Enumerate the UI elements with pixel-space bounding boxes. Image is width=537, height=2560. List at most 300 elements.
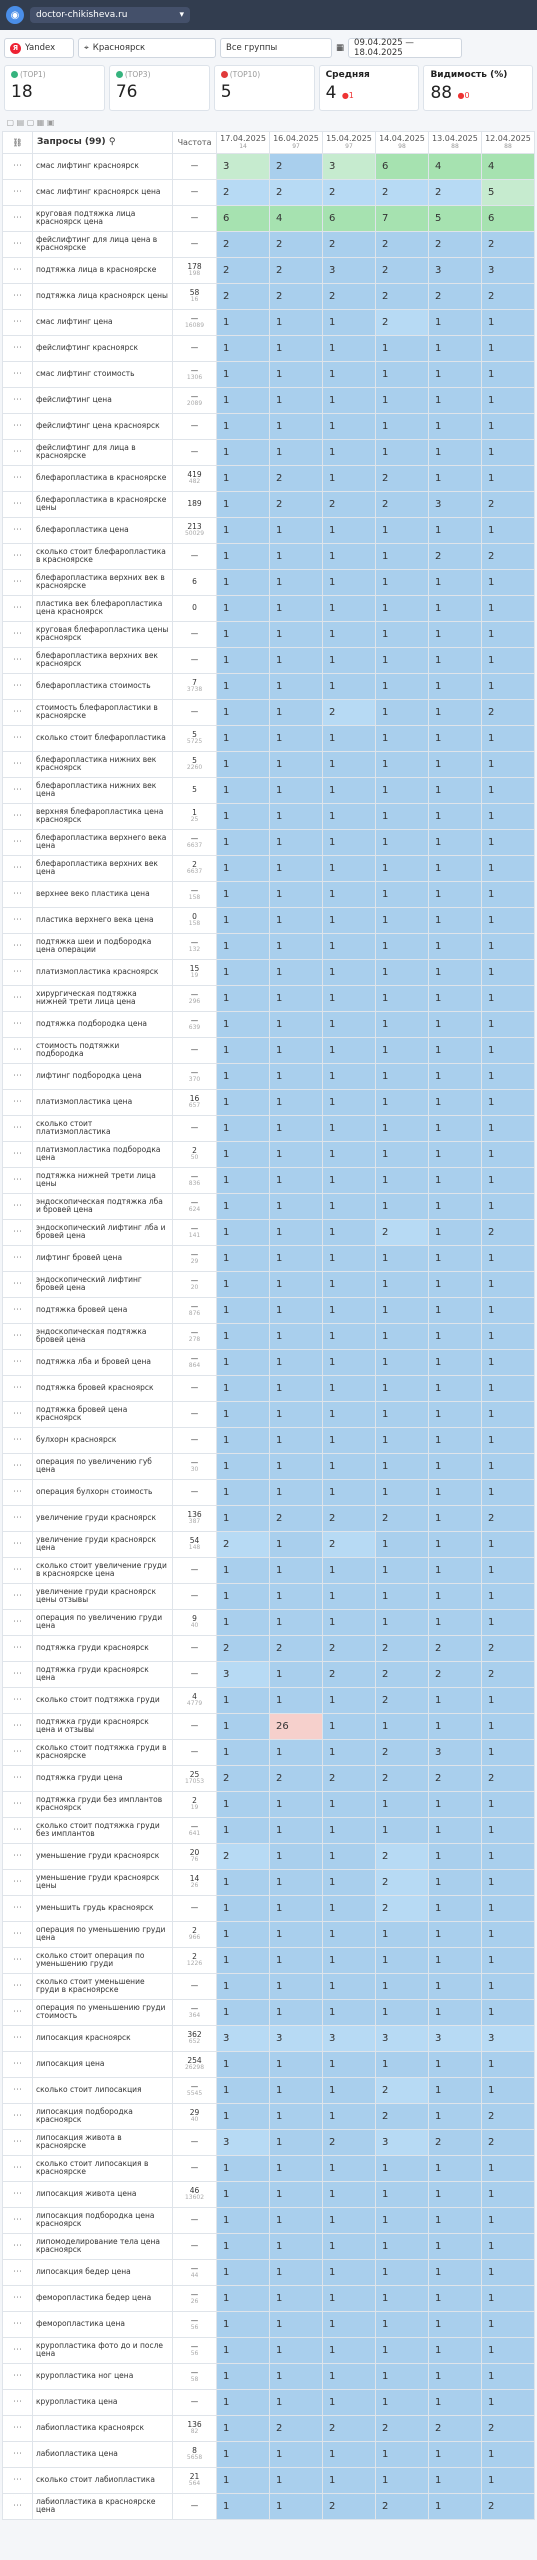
position-cell[interactable]: 1 [217,2051,270,2077]
position-cell[interactable]: 1 [270,2311,323,2337]
position-cell[interactable]: 1 [428,699,481,725]
position-cell[interactable]: 1 [270,439,323,465]
position-cell[interactable]: 1 [270,2441,323,2467]
position-cell[interactable]: 1 [323,1739,376,1765]
query-text[interactable]: стоимость подтяжки подбородка [33,1037,173,1063]
table-row[interactable] [3,2155,535,2181]
position-cell[interactable]: 1 [323,1271,376,1297]
row-menu-icon[interactable]: ⋯ [3,699,33,725]
position-cell[interactable]: 1 [481,1323,534,1349]
position-cell[interactable]: 1 [217,751,270,777]
position-cell[interactable]: 1 [323,1713,376,1739]
row-menu-icon[interactable]: ⋯ [3,959,33,985]
query-text[interactable]: сколько стоит блефаропластика [33,725,173,751]
position-cell[interactable]: 1 [270,1921,323,1947]
position-cell[interactable]: 1 [375,1115,428,1141]
table-row[interactable] [3,2389,535,2415]
position-cell[interactable]: 2 [217,231,270,257]
position-cell[interactable]: 1 [375,1817,428,1843]
position-cell[interactable]: 1 [375,1557,428,1583]
position-cell[interactable]: 1 [375,569,428,595]
position-cell[interactable]: 1 [428,361,481,387]
table-row[interactable] [3,2181,535,2207]
row-menu-icon[interactable]: ⋯ [3,829,33,855]
position-cell[interactable]: 1 [217,1505,270,1531]
position-cell[interactable]: 2 [270,283,323,309]
position-cell[interactable]: 1 [217,673,270,699]
position-cell[interactable]: 1 [323,1869,376,1895]
row-menu-icon[interactable]: ⋯ [3,855,33,881]
row-menu-icon[interactable]: ⋯ [3,1973,33,1999]
row-menu-icon[interactable]: ⋯ [3,309,33,335]
table-row[interactable] [3,725,535,751]
table-row[interactable] [3,621,535,647]
position-cell[interactable]: 1 [323,1245,376,1271]
position-cell[interactable]: 1 [428,2233,481,2259]
query-text[interactable]: верхнее веко пластика цена [33,881,173,907]
position-cell[interactable]: 4 [428,153,481,179]
position-cell[interactable]: 1 [323,855,376,881]
table-row[interactable] [3,231,535,257]
position-cell[interactable]: 1 [428,1349,481,1375]
position-cell[interactable]: 1 [481,1921,534,1947]
position-cell[interactable]: 1 [323,1089,376,1115]
position-cell[interactable]: 1 [428,621,481,647]
position-cell[interactable]: 1 [481,2181,534,2207]
position-cell[interactable]: 1 [217,2389,270,2415]
position-cell[interactable]: 1 [428,1973,481,1999]
position-cell[interactable]: 2 [428,1661,481,1687]
position-cell[interactable]: 1 [323,569,376,595]
query-text[interactable]: феморопластика бедер цена [33,2285,173,2311]
position-cell[interactable]: 1 [428,1843,481,1869]
table-row[interactable] [3,1505,535,1531]
position-cell[interactable]: 1 [428,1219,481,1245]
position-cell[interactable]: 1 [270,803,323,829]
query-text[interactable]: смас лифтинг красноярск [33,153,173,179]
query-text[interactable]: платизмопластика подбородка цена [33,1141,173,1167]
table-row[interactable] [3,1115,535,1141]
position-cell[interactable]: 1 [481,1999,534,2025]
position-cell[interactable]: 1 [375,1713,428,1739]
position-cell[interactable]: 1 [323,1921,376,1947]
position-cell[interactable]: 1 [428,907,481,933]
position-cell[interactable]: 1 [270,1401,323,1427]
position-cell[interactable]: 1 [481,1167,534,1193]
position-cell[interactable]: 1 [323,2337,376,2363]
position-cell[interactable]: 3 [217,2129,270,2155]
date-header-1[interactable] [270,131,323,153]
position-cell[interactable]: 1 [481,1687,534,1713]
query-text[interactable]: круговая блефаропластика цены красноярск [33,621,173,647]
position-cell[interactable]: 2 [375,1843,428,1869]
position-cell[interactable]: 1 [217,309,270,335]
position-cell[interactable]: 1 [428,2493,481,2519]
position-cell[interactable]: 1 [217,2181,270,2207]
position-cell[interactable]: 1 [270,907,323,933]
position-cell[interactable]: 1 [323,1583,376,1609]
position-cell[interactable]: 1 [323,2259,376,2285]
query-text[interactable]: уменьшение груди красноярск [33,1843,173,1869]
position-cell[interactable]: 2 [375,1739,428,1765]
query-text[interactable]: блефаропластика верхних век красноярск [33,647,173,673]
table-row[interactable] [3,1661,535,1687]
query-text[interactable]: сколько стоит липосакция в красноярске [33,2155,173,2181]
position-cell[interactable]: 1 [481,959,534,985]
position-cell[interactable]: 1 [270,1245,323,1271]
position-cell[interactable]: 1 [217,1323,270,1349]
table-row[interactable] [3,595,535,621]
position-cell[interactable]: 1 [270,1089,323,1115]
query-text[interactable]: лабиопластика в красноярске цена [33,2493,173,2519]
position-cell[interactable]: 2 [217,283,270,309]
position-cell[interactable]: 1 [270,1375,323,1401]
position-cell[interactable]: 1 [217,517,270,543]
position-cell[interactable]: 2 [375,309,428,335]
position-cell[interactable]: 1 [217,595,270,621]
query-text[interactable]: фейслифтинг красноярск [33,335,173,361]
position-cell[interactable]: 1 [217,1817,270,1843]
row-menu-icon[interactable]: ⋯ [3,1115,33,1141]
query-text[interactable]: подтяжка лба и бровей цена [33,1349,173,1375]
row-menu-icon[interactable]: ⋯ [3,1713,33,1739]
query-text[interactable]: блефаропластика верхних век цена [33,855,173,881]
query-text[interactable]: операция булхорн стоимость [33,1479,173,1505]
row-menu-icon[interactable]: ⋯ [3,1453,33,1479]
row-menu-icon[interactable]: ⋯ [3,2233,33,2259]
position-cell[interactable]: 1 [375,2181,428,2207]
row-menu-icon[interactable]: ⋯ [3,725,33,751]
query-text[interactable]: подтяжка лица красноярск цены [33,283,173,309]
position-cell[interactable]: 1 [428,1921,481,1947]
query-text[interactable]: сколько стоит подтяжка груди в красноярске [33,1739,173,1765]
row-menu-icon[interactable]: ⋯ [3,517,33,543]
row-menu-icon[interactable]: ⋯ [3,1531,33,1557]
position-cell[interactable]: 1 [270,1063,323,1089]
position-cell[interactable]: 2 [481,543,534,569]
table-row[interactable] [3,1999,535,2025]
table-row[interactable] [3,1375,535,1401]
position-cell[interactable]: 1 [375,1063,428,1089]
row-menu-icon[interactable]: ⋯ [3,1219,33,1245]
query-text[interactable]: операция по уменьшению груди стоимость [33,1999,173,2025]
position-cell[interactable]: 1 [217,2077,270,2103]
position-cell[interactable]: 1 [217,1687,270,1713]
position-cell[interactable]: 2 [270,1505,323,1531]
table-row[interactable] [3,1297,535,1323]
position-cell[interactable]: 1 [323,2233,376,2259]
position-cell[interactable]: 1 [323,1011,376,1037]
position-cell[interactable]: 1 [270,387,323,413]
query-text[interactable]: смас лифтинг красноярск цена [33,179,173,205]
position-cell[interactable]: 1 [375,387,428,413]
position-cell[interactable]: 2 [375,2103,428,2129]
position-cell[interactable]: 1 [481,1973,534,1999]
position-cell[interactable]: 2 [428,2415,481,2441]
row-menu-icon[interactable]: ⋯ [3,2441,33,2467]
group-selector[interactable] [220,38,332,58]
position-cell[interactable]: 2 [217,1531,270,1557]
position-cell[interactable]: 1 [323,1349,376,1375]
query-text[interactable]: пластика век блефаропластика цена красноярск [33,595,173,621]
position-cell[interactable]: 2 [428,543,481,569]
table-row[interactable] [3,1167,535,1193]
row-menu-icon[interactable]: ⋯ [3,803,33,829]
position-cell[interactable]: 1 [428,335,481,361]
row-menu-icon[interactable]: ⋯ [3,2311,33,2337]
position-cell[interactable]: 1 [481,2155,534,2181]
row-menu-icon[interactable]: ⋯ [3,1687,33,1713]
position-cell[interactable]: 1 [323,2051,376,2077]
date-header-2[interactable] [323,131,376,153]
position-cell[interactable]: 1 [217,2467,270,2493]
table-row[interactable] [3,1973,535,1999]
table-row[interactable] [3,1531,535,1557]
query-text[interactable]: круропластика цена [33,2389,173,2415]
position-cell[interactable]: 3 [428,1739,481,1765]
date-range-picker[interactable] [336,38,462,58]
position-cell[interactable]: 1 [481,335,534,361]
position-cell[interactable]: 1 [270,2337,323,2363]
position-cell[interactable]: 2 [375,1895,428,1921]
row-menu-icon[interactable]: ⋯ [3,2285,33,2311]
position-cell[interactable]: 1 [323,1167,376,1193]
position-cell[interactable]: 1 [323,2363,376,2389]
row-menu-icon[interactable]: ⋯ [3,621,33,647]
position-cell[interactable]: 1 [323,1297,376,1323]
position-cell[interactable]: 1 [323,361,376,387]
position-cell[interactable]: 1 [270,2207,323,2233]
position-cell[interactable]: 1 [428,1011,481,1037]
position-cell[interactable]: 1 [217,1947,270,1973]
row-menu-icon[interactable]: ⋯ [3,2389,33,2415]
position-cell[interactable]: 1 [270,1427,323,1453]
row-menu-icon[interactable]: ⋯ [3,1635,33,1661]
query-text[interactable]: сколько стоит подтяжка груди без имплантов [33,1817,173,1843]
position-cell[interactable]: 1 [217,2155,270,2181]
position-cell[interactable]: 1 [428,2259,481,2285]
query-text[interactable]: платизмопластика цена [33,1089,173,1115]
position-cell[interactable]: 3 [217,153,270,179]
position-cell[interactable]: 1 [428,1557,481,1583]
position-cell[interactable]: 1 [428,1375,481,1401]
table-row[interactable] [3,2051,535,2077]
position-cell[interactable]: 1 [375,1973,428,1999]
position-cell[interactable]: 1 [270,2051,323,2077]
row-menu-icon[interactable]: ⋯ [3,2181,33,2207]
row-menu-icon[interactable]: ⋯ [3,1193,33,1219]
table-row[interactable] [3,1583,535,1609]
position-cell[interactable]: 1 [481,1479,534,1505]
position-cell[interactable]: 2 [323,699,376,725]
position-cell[interactable]: 3 [217,1661,270,1687]
table-row[interactable] [3,2103,535,2129]
position-cell[interactable]: 1 [428,725,481,751]
position-cell[interactable]: 1 [217,2233,270,2259]
position-cell[interactable]: 1 [428,2051,481,2077]
query-text[interactable]: подтяжка груди красноярск [33,1635,173,1661]
position-cell[interactable]: 1 [428,439,481,465]
position-cell[interactable]: 1 [481,881,534,907]
query-text[interactable]: круговая подтяжка лица красноярск цена [33,205,173,231]
position-cell[interactable]: 1 [270,1479,323,1505]
position-cell[interactable]: 1 [323,1609,376,1635]
position-cell[interactable]: 1 [428,1401,481,1427]
query-text[interactable]: подтяжка нижней трети лица цены [33,1167,173,1193]
position-cell[interactable]: 1 [217,777,270,803]
position-cell[interactable]: 2 [428,231,481,257]
position-cell[interactable]: 1 [481,907,534,933]
position-cell[interactable]: 1 [323,439,376,465]
table-row[interactable] [3,1947,535,1973]
position-cell[interactable]: 1 [375,881,428,907]
site-selector[interactable] [30,7,190,23]
table-row[interactable] [3,1349,535,1375]
row-menu-icon[interactable]: ⋯ [3,881,33,907]
table-row[interactable] [3,1479,535,1505]
position-cell[interactable]: 1 [375,1167,428,1193]
position-cell[interactable]: 1 [217,933,270,959]
position-cell[interactable]: 3 [428,491,481,517]
position-cell[interactable]: 1 [270,1219,323,1245]
position-cell[interactable]: 1 [481,1297,534,1323]
table-row[interactable] [3,1245,535,1271]
table-row[interactable] [3,1089,535,1115]
position-cell[interactable]: 1 [428,2181,481,2207]
table-row[interactable] [3,413,535,439]
table-row[interactable] [3,2285,535,2311]
row-menu-icon[interactable]: ⋯ [3,933,33,959]
query-text[interactable]: липосакция бедер цена [33,2259,173,2285]
position-cell[interactable]: 2 [323,1531,376,1557]
position-cell[interactable]: 1 [428,1271,481,1297]
query-text[interactable]: сколько стоит подтяжка груди [33,1687,173,1713]
position-cell[interactable]: 1 [270,2389,323,2415]
position-cell[interactable]: 1 [270,673,323,699]
table-row[interactable] [3,387,535,413]
position-cell[interactable]: 2 [481,1505,534,1531]
query-text[interactable]: хирургическая подтяжка нижней трети лица цена [33,985,173,1011]
position-cell[interactable]: 1 [217,725,270,751]
position-cell[interactable]: 1 [270,1869,323,1895]
position-cell[interactable]: 1 [217,2363,270,2389]
query-text[interactable]: эндоскопический лифтинг лба и бровей цена [33,1219,173,1245]
position-cell[interactable]: 1 [428,2389,481,2415]
queries-header[interactable] [33,131,173,153]
position-cell[interactable]: 1 [375,2389,428,2415]
position-cell[interactable]: 1 [323,1193,376,1219]
position-cell[interactable]: 2 [428,2129,481,2155]
position-cell[interactable]: 1 [428,517,481,543]
row-menu-icon[interactable]: ⋯ [3,1245,33,1271]
row-menu-icon[interactable]: ⋯ [3,413,33,439]
position-cell[interactable]: 6 [481,205,534,231]
position-cell[interactable]: 1 [481,2051,534,2077]
table-row[interactable] [3,1271,535,1297]
position-cell[interactable]: 1 [323,2181,376,2207]
position-cell[interactable]: 1 [481,413,534,439]
position-cell[interactable]: 1 [428,1791,481,1817]
query-text[interactable]: лифтинг подбородка цена [33,1063,173,1089]
row-menu-icon[interactable]: ⋯ [3,2493,33,2519]
query-text[interactable]: круропластика фото до и после цена [33,2337,173,2363]
table-row[interactable] [3,2025,535,2051]
date-header-4[interactable] [428,131,481,153]
position-cell[interactable]: 6 [217,205,270,231]
position-cell[interactable]: 1 [428,2103,481,2129]
query-text[interactable]: феморопластика цена [33,2311,173,2337]
date-header-0[interactable] [217,131,270,153]
row-menu-icon[interactable]: ⋯ [3,1141,33,1167]
position-cell[interactable]: 1 [270,2285,323,2311]
table-row[interactable] [3,699,535,725]
position-cell[interactable]: 1 [375,1089,428,1115]
position-cell[interactable]: 1 [323,907,376,933]
position-cell[interactable]: 1 [270,959,323,985]
position-cell[interactable]: 1 [270,361,323,387]
position-cell[interactable]: 1 [323,1479,376,1505]
region-selector[interactable] [78,38,216,58]
position-cell[interactable]: 1 [481,2337,534,2363]
position-cell[interactable]: 2 [270,179,323,205]
position-cell[interactable]: 1 [270,1973,323,1999]
position-cell[interactable]: 1 [428,309,481,335]
position-cell[interactable]: 1 [428,673,481,699]
position-cell[interactable]: 1 [481,1895,534,1921]
position-cell[interactable]: 1 [428,1895,481,1921]
position-cell[interactable]: 1 [217,2207,270,2233]
position-cell[interactable]: 1 [323,2103,376,2129]
position-cell[interactable]: 1 [323,2285,376,2311]
position-cell[interactable]: 1 [428,1037,481,1063]
position-cell[interactable]: 1 [481,361,534,387]
table-row[interactable] [3,335,535,361]
position-cell[interactable]: 1 [270,2363,323,2389]
query-text[interactable]: верхняя блефаропластика цена красноярск [33,803,173,829]
position-cell[interactable]: 1 [270,2077,323,2103]
position-cell[interactable]: 1 [428,1115,481,1141]
position-cell[interactable]: 1 [428,1947,481,1973]
table-row[interactable] [3,1557,535,1583]
position-cell[interactable]: 1 [428,2077,481,2103]
table-row[interactable] [3,2441,535,2467]
position-cell[interactable]: 1 [428,2467,481,2493]
position-cell[interactable]: 1 [323,751,376,777]
position-cell[interactable]: 1 [428,985,481,1011]
query-text[interactable]: сколько стоит липосакция [33,2077,173,2103]
position-cell[interactable]: 1 [323,1895,376,1921]
position-cell[interactable]: 1 [375,1245,428,1271]
position-cell[interactable]: 3 [323,2025,376,2051]
position-cell[interactable]: 1 [481,1583,534,1609]
query-text[interactable]: эндоскопическая подтяжка лба и бровей цена [33,1193,173,1219]
position-cell[interactable]: 1 [270,2181,323,2207]
query-text[interactable]: липосакция подбородка цена красноярск [33,2207,173,2233]
query-text[interactable]: фейслифтинг цена красноярск [33,413,173,439]
position-cell[interactable]: 1 [217,1219,270,1245]
position-cell[interactable]: 1 [270,1661,323,1687]
position-cell[interactable]: 1 [323,413,376,439]
position-cell[interactable]: 1 [428,2155,481,2181]
position-cell[interactable]: 1 [217,855,270,881]
position-cell[interactable]: 1 [323,595,376,621]
row-menu-icon[interactable]: ⋯ [3,2077,33,2103]
query-text[interactable]: липосакция цена [33,2051,173,2077]
position-cell[interactable]: 3 [323,153,376,179]
position-cell[interactable]: 1 [375,621,428,647]
row-menu-icon[interactable]: ⋯ [3,1349,33,1375]
position-cell[interactable]: 1 [428,933,481,959]
